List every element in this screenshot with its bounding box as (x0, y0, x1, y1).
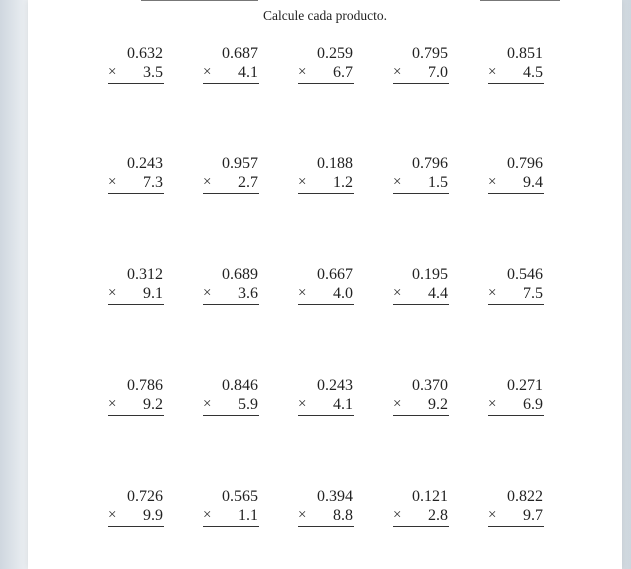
multiplier-line (203, 395, 259, 416)
multiplication-problem (298, 376, 354, 416)
times-sign: × (298, 396, 307, 412)
multiplication-problem (108, 376, 164, 416)
multiplier: 7.0 (428, 64, 448, 81)
times-sign: × (488, 285, 497, 301)
multiplication-problem (203, 44, 259, 84)
multiplier: 4.1 (333, 396, 353, 413)
multiplication-problem (203, 376, 259, 416)
multiplication-problem (393, 265, 449, 305)
multiplication-problem (298, 44, 354, 84)
multiplier: 4.1 (238, 64, 258, 81)
multiplier-line (203, 506, 259, 527)
multiplier: 6.9 (523, 396, 543, 413)
times-sign: × (203, 396, 212, 412)
multiplicand: 0.851 (507, 45, 543, 62)
multiplicand: 0.726 (127, 488, 163, 505)
multiplier: 4.0 (333, 285, 353, 302)
multiplier-line (298, 173, 354, 194)
multiplication-problem (488, 265, 544, 305)
multiplier: 9.4 (523, 174, 543, 191)
times-sign: × (203, 64, 212, 80)
multiplicand: 0.312 (127, 266, 163, 283)
multiplier: 3.6 (238, 285, 258, 302)
multiplier-line (108, 506, 164, 527)
multiplicand: 0.271 (507, 377, 543, 394)
multiplication-problem (488, 44, 544, 84)
multiplier-line (298, 284, 354, 305)
multiplier-line (108, 284, 164, 305)
multiplier: 1.2 (333, 174, 353, 191)
instructions: Calcule cada producto. (262, 8, 388, 23)
multiplicand: 0.632 (127, 45, 163, 62)
times-sign: × (108, 64, 117, 80)
multiplication-problem (108, 44, 164, 84)
multiplicand: 0.394 (317, 488, 353, 505)
times-sign: × (488, 507, 497, 523)
multiplier-line (488, 63, 544, 84)
times-sign: × (203, 174, 212, 190)
times-sign: × (393, 507, 402, 523)
multiplier: 7.3 (143, 174, 163, 191)
multiplication-problem (298, 487, 354, 527)
multiplier-line (488, 395, 544, 416)
multiplicand: 0.121 (412, 488, 448, 505)
times-sign: × (298, 507, 307, 523)
multiplication-problem (108, 154, 164, 194)
multiplier: 4.4 (428, 285, 448, 302)
multiplicand: 0.195 (412, 266, 448, 283)
multiplication-problem (203, 265, 259, 305)
multiplicand: 0.846 (222, 377, 258, 394)
multiplicand: 0.243 (317, 377, 353, 394)
multiplication-problem (488, 487, 544, 527)
multiplication-problem (203, 154, 259, 194)
multiplier-line (108, 395, 164, 416)
multiplication-problem (298, 265, 354, 305)
multiplier: 9.9 (143, 507, 163, 524)
multiplicand: 0.795 (412, 45, 448, 62)
multiplicand: 0.687 (222, 45, 258, 62)
multiplication-problem (393, 487, 449, 527)
multiplier: 5.9 (238, 396, 258, 413)
multiplicand: 0.243 (127, 155, 163, 172)
times-sign: × (488, 396, 497, 412)
times-sign: × (298, 285, 307, 301)
multiplication-problem (203, 487, 259, 527)
multiplicand: 0.796 (507, 155, 543, 172)
multiplication-problem (393, 376, 449, 416)
multiplicand: 0.370 (412, 377, 448, 394)
multiplicand: 0.957 (222, 155, 258, 172)
times-sign: × (203, 507, 212, 523)
times-sign: × (203, 285, 212, 301)
multiplier-line (203, 63, 259, 84)
multiplier-line (488, 173, 544, 194)
multiplier: 4.5 (523, 64, 543, 81)
multiplier-line (393, 506, 449, 527)
multiplier-line (298, 395, 354, 416)
multiplicand: 0.667 (317, 266, 353, 283)
multiplicand: 0.786 (127, 377, 163, 394)
multiplier-line (298, 63, 354, 84)
multiplication-problem (393, 154, 449, 194)
multiplier-line (203, 173, 259, 194)
multiplier: 9.2 (428, 396, 448, 413)
multiplier-line (393, 395, 449, 416)
multiplier-line (393, 173, 449, 194)
multiplication-problem (393, 44, 449, 84)
times-sign: × (108, 285, 117, 301)
multiplication-problem (108, 265, 164, 305)
multiplication-problem (298, 154, 354, 194)
multiplier: 1.1 (238, 507, 258, 524)
multiplier: 2.7 (238, 174, 258, 191)
multiplier-line (488, 506, 544, 527)
multiplier-line (393, 284, 449, 305)
multiplier-line (488, 284, 544, 305)
multiplier: 9.1 (143, 285, 163, 302)
times-sign: × (298, 174, 307, 190)
worksheet-page (28, 0, 622, 569)
multiplication-problem (108, 487, 164, 527)
multiplier-line (393, 63, 449, 84)
multiplier-line (108, 63, 164, 84)
multiplicand: 0.796 (412, 155, 448, 172)
name-line (141, 0, 258, 1)
multiplier: 3.5 (143, 64, 163, 81)
times-sign: × (488, 64, 497, 80)
times-sign: × (393, 174, 402, 190)
times-sign: × (108, 396, 117, 412)
multiplicand: 0.188 (317, 155, 353, 172)
times-sign: × (393, 285, 402, 301)
multiplicand: 0.546 (507, 266, 543, 283)
multiplier-line (108, 173, 164, 194)
multiplicand: 0.689 (222, 266, 258, 283)
multiplier: 8.8 (333, 507, 353, 524)
times-sign: × (393, 396, 402, 412)
multiplier: 6.7 (333, 64, 353, 81)
multiplier: 7.5 (523, 285, 543, 302)
times-sign: × (298, 64, 307, 80)
multiplication-problem (488, 154, 544, 194)
multiplicand: 0.565 (222, 488, 258, 505)
multiplier: 2.8 (428, 507, 448, 524)
date-line (480, 0, 560, 1)
multiplier-line (203, 284, 259, 305)
multiplier: 9.2 (143, 396, 163, 413)
multiplicand: 0.259 (317, 45, 353, 62)
multiplicand: 0.822 (507, 488, 543, 505)
multiplier-line (298, 506, 354, 527)
times-sign: × (488, 174, 497, 190)
multiplier: 9.7 (523, 507, 543, 524)
multiplier: 1.5 (428, 174, 448, 191)
times-sign: × (393, 64, 402, 80)
times-sign: × (108, 507, 117, 523)
times-sign: × (108, 174, 117, 190)
multiplication-problem (488, 376, 544, 416)
